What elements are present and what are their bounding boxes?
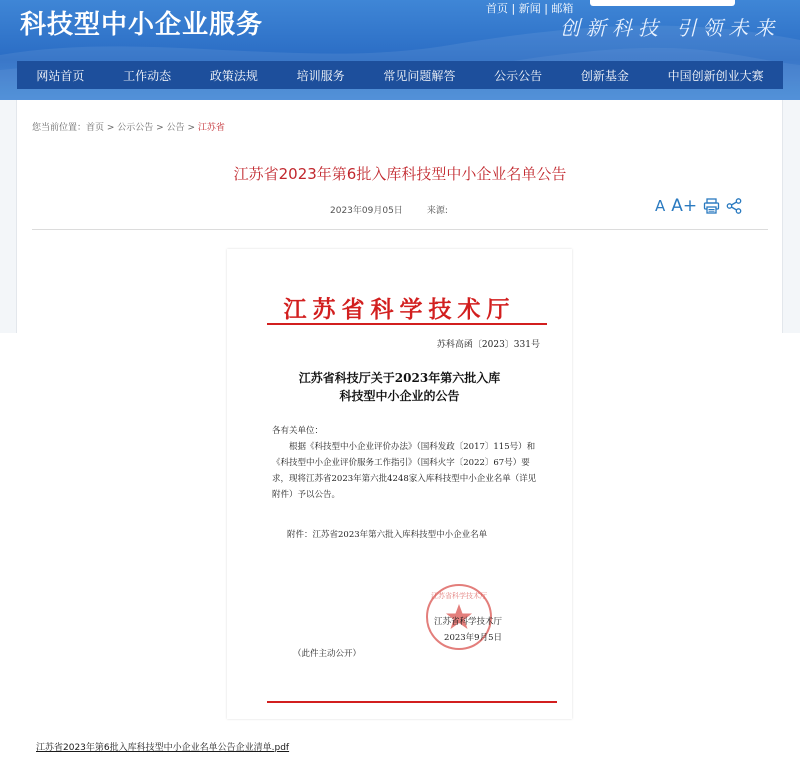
nav-item-announcements[interactable]: 公示公告	[494, 68, 543, 83]
nav-item-policy[interactable]: 政策法规	[209, 68, 258, 83]
nav-item-innovation-fund[interactable]: 创新基金	[580, 68, 629, 83]
document-salutation: 各有关单位：	[272, 426, 324, 436]
font-increase-button[interactable]: A+	[671, 196, 698, 216]
document-title-line1: 江苏省科技厅关于2023年第六批入库	[298, 371, 501, 385]
nav-item-faq[interactable]: 常见问题解答	[383, 68, 456, 83]
nav-item-competition[interactable]: 中国创新创业大赛	[667, 68, 764, 83]
nav-item-training[interactable]: 培训服务	[296, 68, 345, 83]
breadcrumb-announcements[interactable]: 公示公告	[117, 123, 154, 133]
article-meta	[330, 203, 472, 216]
breadcrumb-separator: >	[104, 123, 118, 133]
article-date: 2023年09月05日	[330, 206, 403, 216]
document-header: 江苏省科学技术厅	[283, 296, 516, 323]
printer-icon[interactable]	[703, 198, 720, 214]
document-signature	[434, 614, 502, 646]
article-source-label: 来源:	[426, 206, 448, 216]
document-sign-date: 2023年9月5日	[444, 633, 502, 643]
attachment-link[interactable]: 江苏省2023年第6批入库科技型中小企业名单公告企业清单.pdf	[36, 743, 290, 753]
font-decrease-button[interactable]: A	[655, 197, 666, 215]
share-icon[interactable]	[726, 198, 742, 214]
breadcrumb-prefix: 您当前位置：	[32, 123, 87, 133]
site-title[interactable]: 科技型中小企业服务	[20, 10, 264, 40]
document-red-line	[267, 323, 547, 325]
document-title	[227, 369, 572, 405]
breadcrumb-separator: >	[184, 123, 198, 133]
article-tools	[655, 196, 742, 216]
divider	[32, 229, 768, 230]
svg-text:江苏省科学技术厅: 江苏省科学技术厅	[431, 592, 487, 600]
nav-item-work-news[interactable]: 工作动态	[123, 68, 172, 83]
document-signer: 江苏省科学技术厅	[433, 617, 502, 627]
breadcrumb-separator: >	[153, 123, 167, 133]
document-image	[227, 249, 572, 719]
document-body	[272, 423, 540, 503]
breadcrumb-current[interactable]: 江苏省	[197, 123, 225, 133]
document-number: 苏科高函〔2023〕331号	[436, 340, 540, 350]
document-paragraph: 根据《科技型中小企业评价办法》（国科发政〔2017〕115号）和《科技型中小企业评价服务工作指引》（国科火字〔2022〕67号）要求，现将江苏省2023年第六批4248家入库科技型中小企业名单（详见附件）予以公告。	[272, 442, 537, 500]
nav-item-home[interactable]: 网站首页	[36, 68, 85, 83]
top-links[interactable]: 首页 | 新闻 | 邮箱	[486, 2, 574, 15]
document-public-note: （此件主动公开）	[293, 649, 362, 659]
breadcrumb-notice[interactable]: 公告	[166, 123, 185, 133]
document-title-line2: 科技型中小企业的公告	[339, 389, 460, 403]
breadcrumb-home[interactable]: 首页	[86, 123, 105, 133]
breadcrumb	[32, 120, 225, 133]
top-search-box[interactable]	[590, 0, 735, 6]
site-slogan: 创新科技 引领未来	[560, 16, 781, 40]
document-attachment-note: 附件：江苏省2023年第六批入库科技型中小企业名单	[287, 530, 488, 540]
main-nav	[17, 61, 783, 89]
document-bottom-line	[267, 701, 557, 703]
article-title: 江苏省2023年第6批入库科技型中小企业名单公告	[233, 165, 567, 183]
